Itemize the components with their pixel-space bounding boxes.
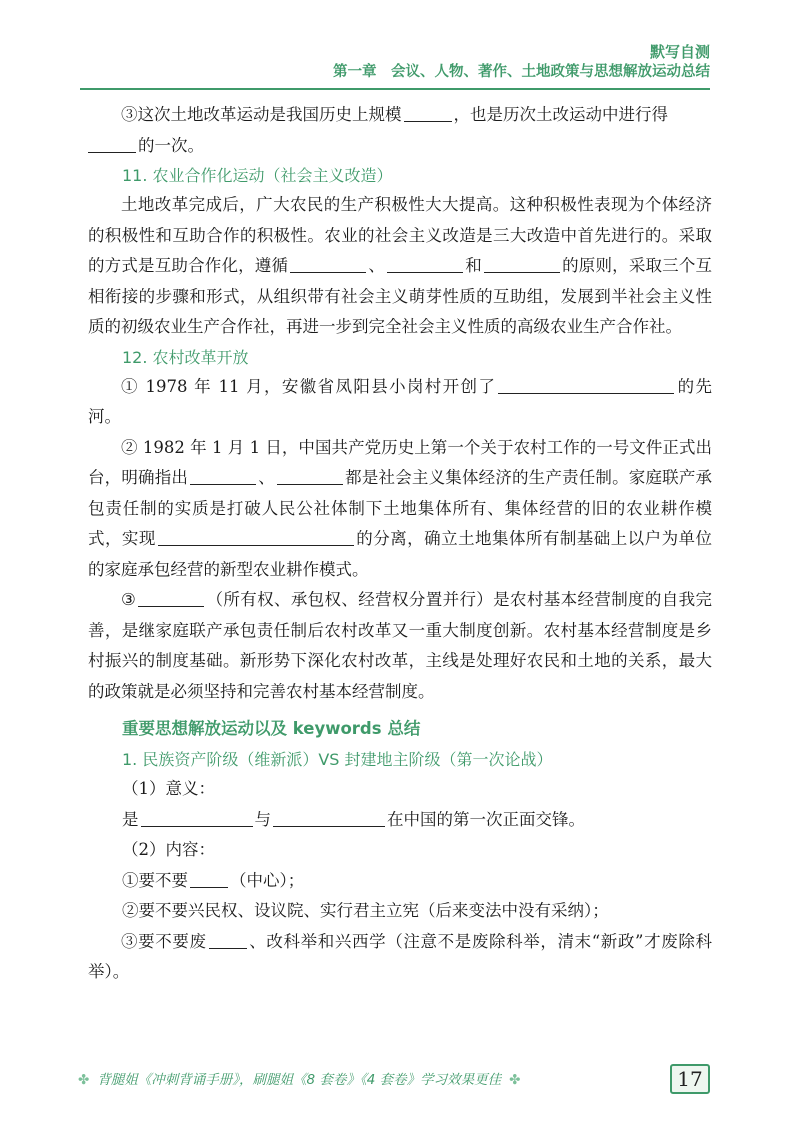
text: 在中国的第一次正面交锋。 bbox=[387, 809, 585, 829]
text: 与 bbox=[254, 809, 271, 829]
fill-blank[interactable] bbox=[484, 256, 560, 274]
text: ② 1982 年 1 月 1 日，中国共产党历史上第一个关于农村工作的一号文件正式出台，明确指出 bbox=[88, 437, 712, 487]
text: 土地改革完成后，广大农民的生产积极性大大提高。这种积极性表现为个体经济的积极性和互助合作的积极性。农业的社会主义改造是三大改造中首先进行的。采取的方式是互助合作化，遵循 bbox=[88, 195, 712, 275]
text: ，也是历次土改运动中进行得 bbox=[453, 105, 668, 124]
paragraph-agri-cooperation bbox=[88, 190, 712, 343]
fill-blank[interactable] bbox=[141, 809, 253, 827]
paragraph-xiaogang bbox=[88, 372, 712, 433]
major-heading: 重要思想解放运动以及 keywords 总结 bbox=[122, 719, 421, 738]
fill-blank[interactable] bbox=[387, 256, 463, 274]
clover-icon: ✤ bbox=[509, 1072, 521, 1088]
page-number: 17 bbox=[670, 1064, 710, 1094]
chapter-title: 第一章 会议、人物、著作、土地政策与思想解放运动总结 bbox=[333, 64, 710, 80]
fill-blank[interactable] bbox=[190, 468, 256, 486]
fill-blank[interactable] bbox=[498, 376, 674, 394]
text: 的分离，确立土地集体所有制基础上以户为单位的家庭承包经营的新型农业耕作模式。 bbox=[88, 529, 713, 579]
page-footer bbox=[70, 1068, 528, 1088]
text: （中心）； bbox=[230, 870, 305, 890]
fill-blank[interactable] bbox=[290, 256, 366, 274]
clover-icon: ✤ bbox=[78, 1072, 90, 1088]
item-content-1 bbox=[88, 866, 712, 897]
text: ③ bbox=[121, 590, 137, 609]
fill-blank[interactable] bbox=[88, 135, 136, 153]
text: 是 bbox=[122, 809, 139, 829]
fill-blank[interactable] bbox=[190, 870, 228, 888]
paragraph-no1-document bbox=[88, 433, 712, 586]
item-content-label: （2）内容： bbox=[122, 840, 215, 859]
text: ①要不要 bbox=[122, 870, 188, 890]
text: 和 bbox=[465, 256, 482, 275]
text: ① 1978 年 11 月，安徽省凤阳县小岗村开创了 bbox=[121, 376, 497, 396]
paragraph-three-rights bbox=[88, 585, 712, 707]
text: 都是社会主义集体经济的生产责任制。家庭联产承包责任制的实质是打破人民公社体制下土地集体所有、集体经营的旧的农业耕作模式，实现 bbox=[88, 468, 713, 548]
footer-text: 背腿姐《冲刺背诵手册》，刷腿姐《8 套卷》《4 套卷》学习效果更佳 bbox=[97, 1072, 502, 1088]
text: ③这次土地改革运动是我国历史上规模 bbox=[121, 105, 402, 124]
section-heading-1: 1. 民族资产阶级（维新派）VS 封建地主阶级（第一次论战） bbox=[122, 750, 553, 769]
header-divider bbox=[80, 88, 710, 90]
page-content bbox=[88, 100, 712, 988]
text: （所有权、承包权、经营权分置并行）是农村基本经营制度的自我完善，是继家庭联产承包责任制后农村改革又一重大制度创新。农村基本经营制度是乡村振兴的制度基础。新形势下深化农村改革，主线是处理好农民和土地的关系，最大的政策就是必须坚持和完善农村基本经营制度。 bbox=[88, 590, 712, 701]
item-significance-label: （1）意义： bbox=[122, 779, 215, 798]
fill-blank[interactable] bbox=[404, 105, 452, 123]
fill-blank[interactable] bbox=[273, 809, 385, 827]
fill-blank[interactable] bbox=[209, 931, 247, 949]
page-header bbox=[333, 42, 710, 82]
text: 、改科举和兴西学（注意不是废除科举，清末“新政”才废除科举）。 bbox=[88, 931, 712, 981]
item-content-3 bbox=[88, 927, 712, 988]
fill-blank[interactable] bbox=[158, 529, 354, 547]
section-heading-11: 11. 农业合作化运动（社会主义改造） bbox=[122, 166, 393, 185]
text: 的先河。 bbox=[88, 376, 713, 426]
text: 的一次。 bbox=[138, 135, 204, 155]
item-significance bbox=[88, 805, 712, 836]
text: 、 bbox=[258, 468, 275, 487]
item-content-2: ②要不要兴民权、设议院、实行君主立宪（后来变法中没有采纳）； bbox=[122, 901, 609, 920]
text: 、 bbox=[368, 256, 386, 275]
paragraph-land-reform-scale bbox=[88, 100, 712, 161]
fill-blank[interactable] bbox=[277, 468, 343, 486]
fill-blank[interactable] bbox=[138, 590, 204, 608]
text: 的原则，采取三个互相衔接的步骤和形式，从组织带有社会主义萌芽性质的互助组，发展到半社会主义性质的初级农业生产合作社，再进一步到完全社会主义性质的高级农业生产合作社。 bbox=[88, 256, 713, 336]
header-title: 默写自测 bbox=[649, 43, 710, 61]
text: ③要不要废 bbox=[121, 931, 207, 951]
section-heading-12: 12. 农村改革开放 bbox=[122, 347, 249, 367]
